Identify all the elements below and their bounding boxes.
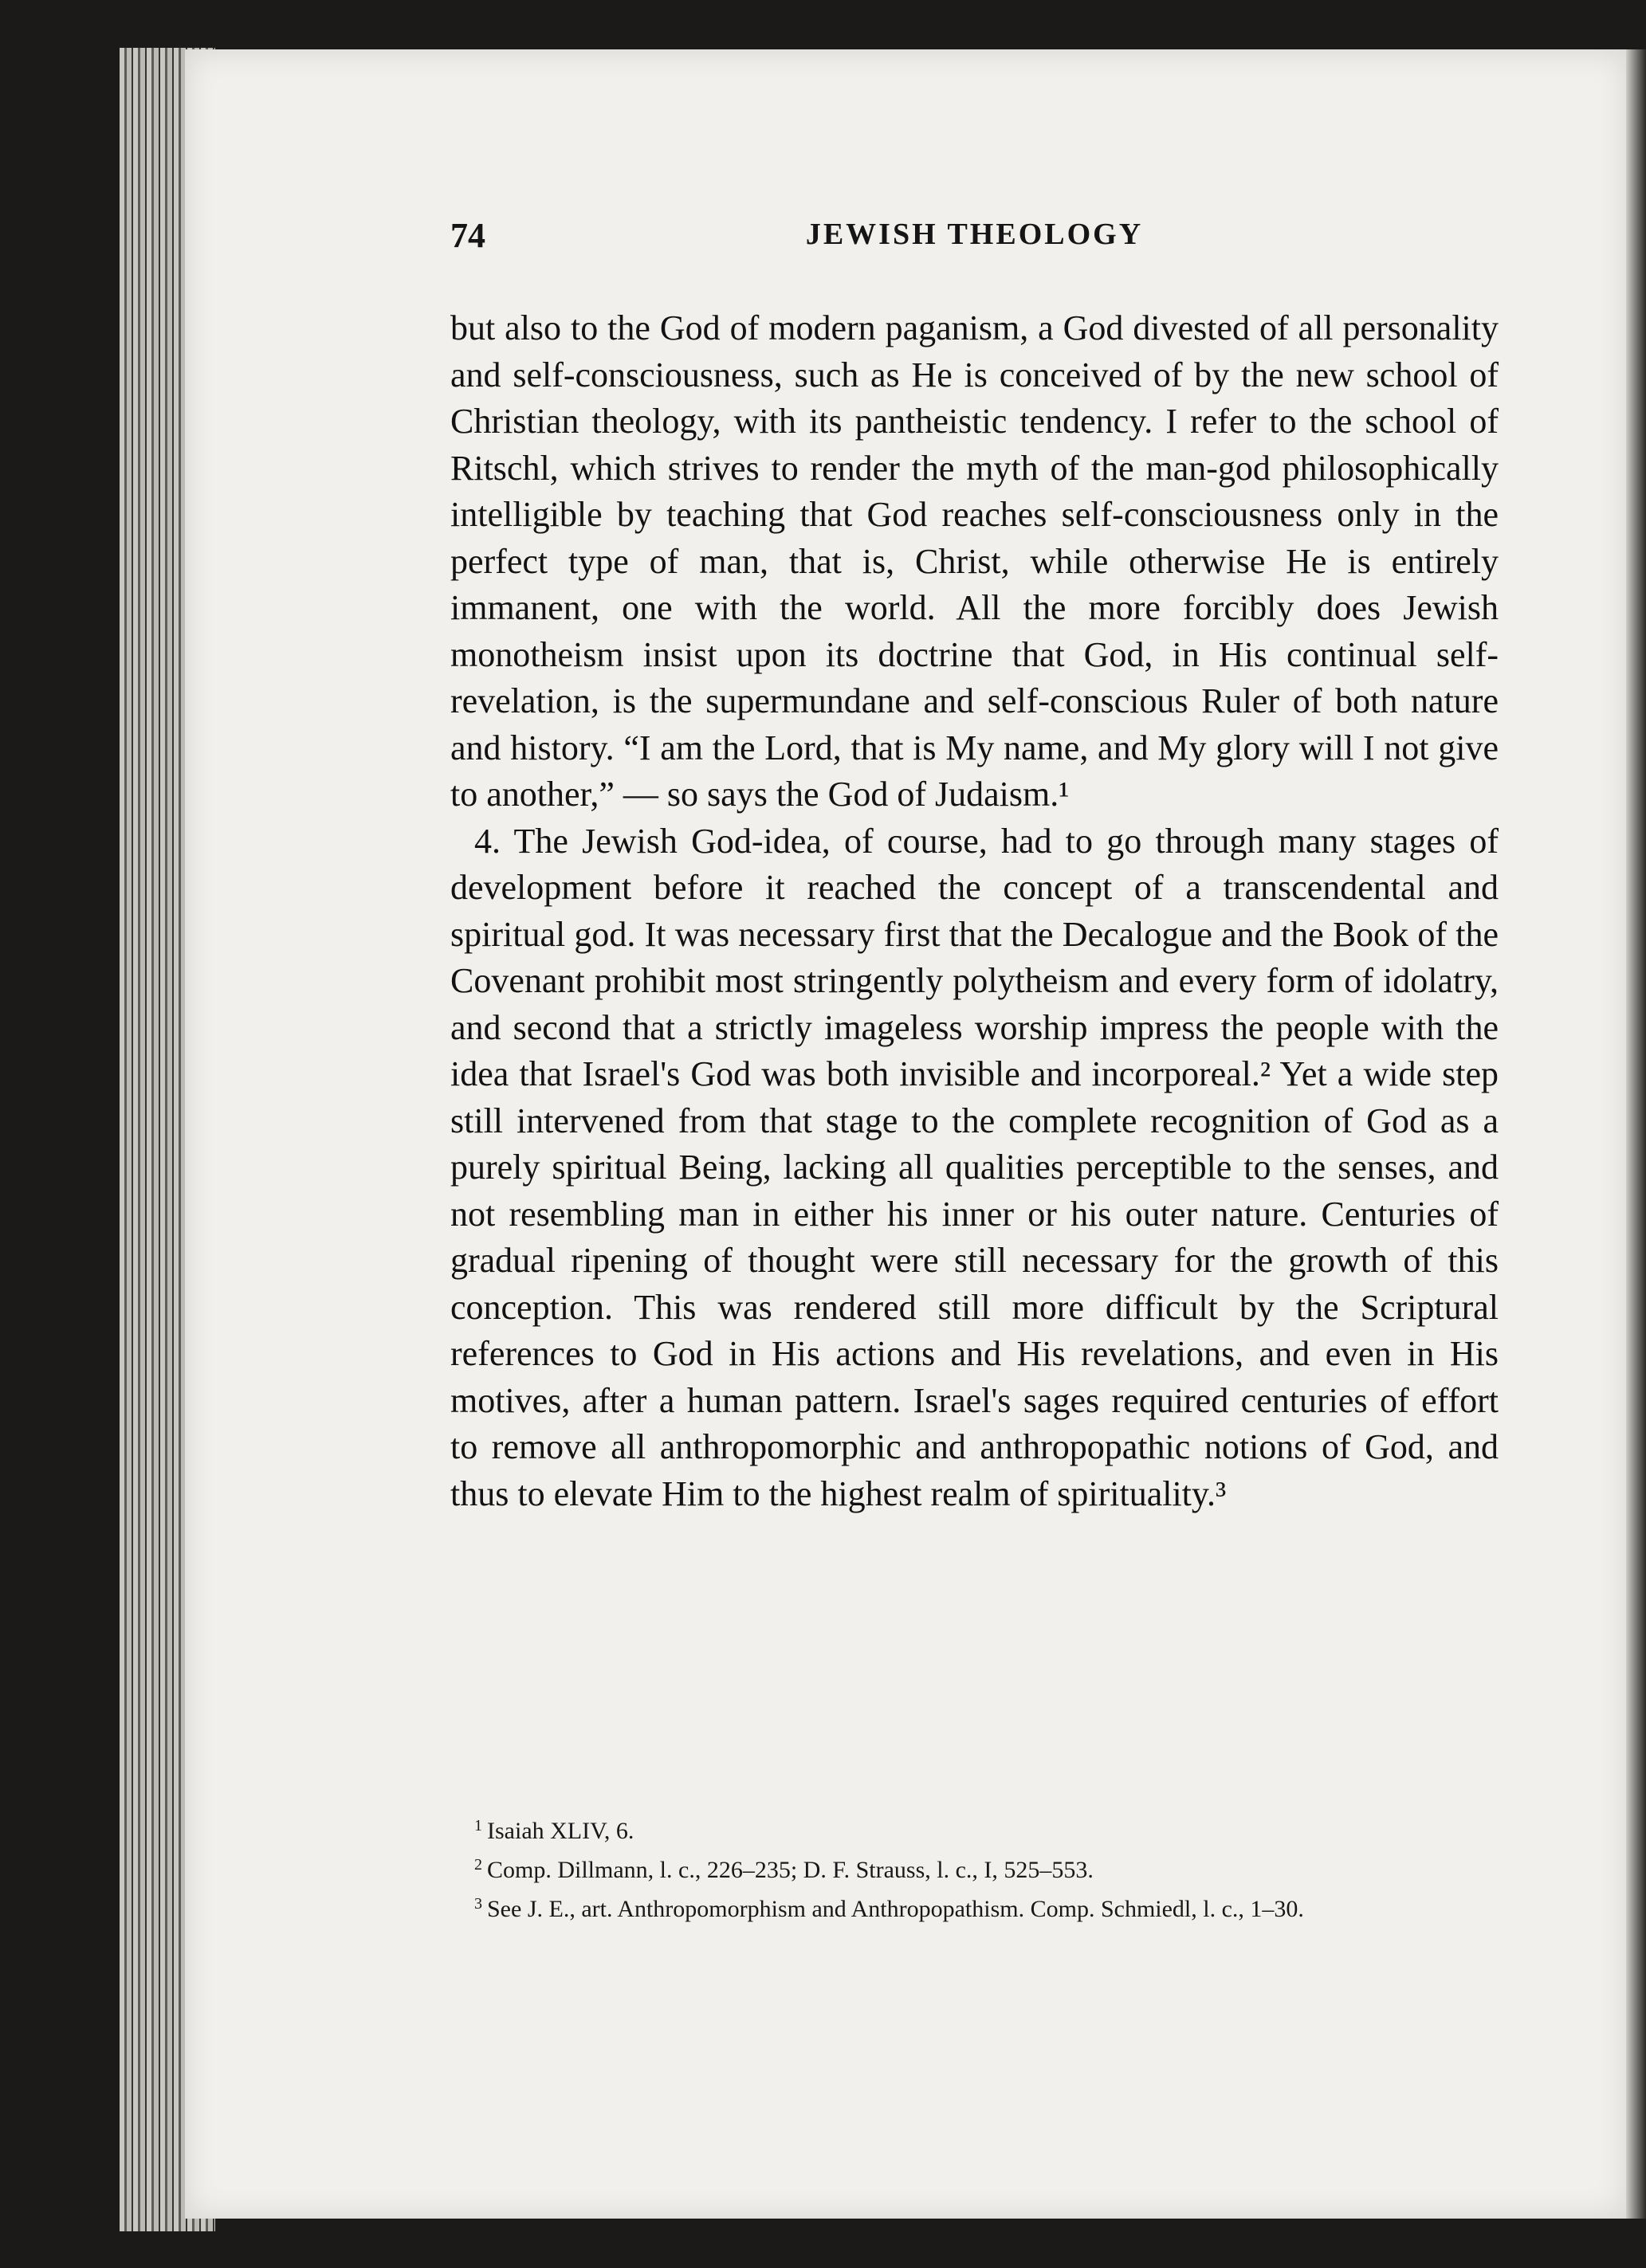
footnote-2 [450, 1848, 1499, 1887]
footnote-mark: 3 [474, 1895, 482, 1913]
page-header [450, 215, 1499, 271]
footnote-1 [450, 1809, 1499, 1848]
footnote-mark: 1 [474, 1817, 482, 1834]
page-number: 74 [450, 216, 485, 255]
body-text [450, 305, 1499, 1517]
footnote-3 [450, 1887, 1499, 1926]
footnote-mark: 2 [474, 1856, 482, 1874]
paragraph-1: but also to the God of modern paganism, a God divested of all personality and self-consciousness, such as He is conceived of by the new school of Christian theology, with its pantheistic tendency. I refer to the school of Ritschl, which strives to render the myth of the man-god philosophically intelligible by teaching that God reaches self-consciousness only in the perfect type of man, that is, Christ, while otherwise He is entirely immanent, one with the world. All the more forcibly does Jewish monotheism insist upon its doctrine that God, in His continual self-revelation, is the supermundane and self-conscious Ruler of both nature and history. “I am the Lord, that is My name, and My glory will I not give to another,” — so says the God of Judaism.¹ [450, 308, 1499, 814]
footnote-text: Isaiah XLIV, 6. [487, 1818, 634, 1844]
running-head: JEWISH THEOLOGY [805, 218, 1144, 251]
footnotes [450, 1809, 1499, 1926]
footnote-text: Comp. Dillmann, l. c., 226–235; D. F. Strauss, l. c., I, 525–553. [487, 1857, 1094, 1883]
page-shadow [1626, 49, 1646, 2219]
paragraph-2: 4. The Jewish God-idea, of course, had to go through many stages of development before it reached the concept of a transcendental and spiritual god. It was necessary first that the Decalogue and the Book of the Covenant prohibit most stringently polytheism and every form of idolatry, and second that a strictly imageless worship impress the people with the idea that Israel's God was both invisible and incorporeal.² Yet a wide step still intervened from that stage to the complete recognition of God as a purely spiritual Being, lacking all qualities perceptible to the senses, and not resembling man in either his inner or his outer nature. Centuries of gradual ripening of thought were still necessary for the growth of this conception. This was rendered still more difficult by the Scriptural references to God in His actions and His revelations, and even in His motives, after a human pattern. Israel's sages required centuries of effort to remove all anthropomorphic and anthropopathic notions of God, and thus to elevate Him to the highest realm of spirituality.³ [450, 821, 1499, 1513]
footnote-text: See J. E., art. Anthropomorphism and Anthropopathism. Comp. Schmiedl, l. c., 1–30. [487, 1896, 1304, 1922]
